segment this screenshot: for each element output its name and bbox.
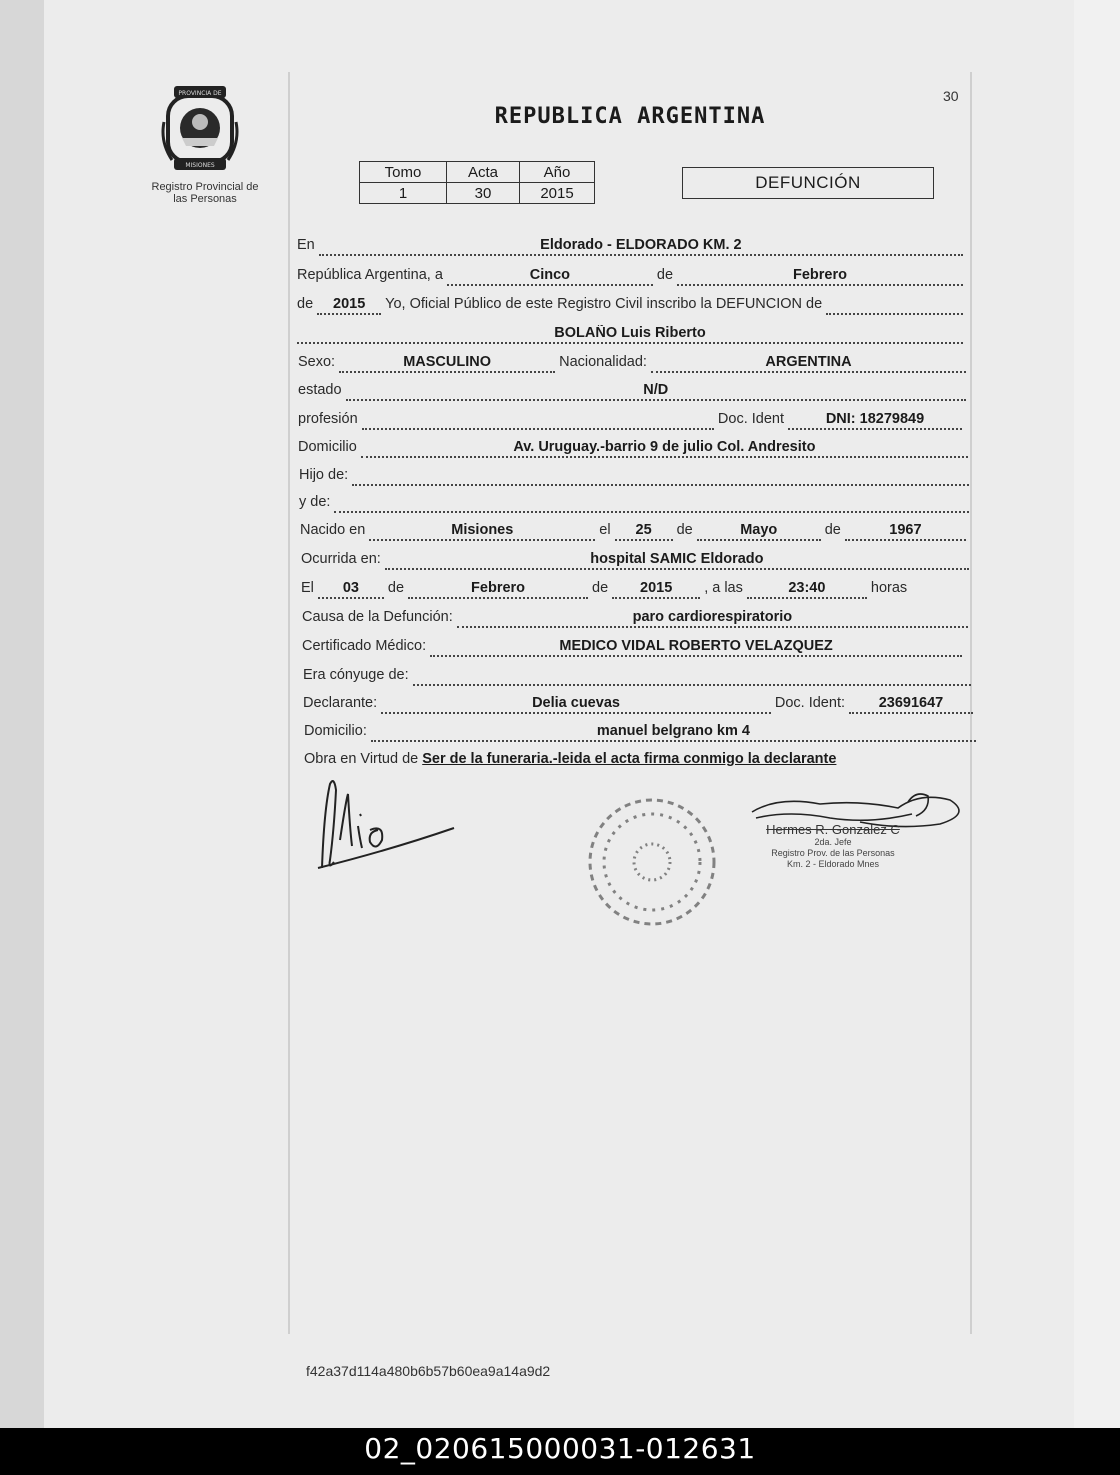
field-year: 2015 [317, 296, 381, 315]
field-deceased-name: BOLAÑO Luis Riberto [297, 325, 963, 344]
row-fecha [297, 262, 967, 286]
label-profesion: profesión [298, 411, 358, 427]
field-sex: MASCULINO [339, 354, 555, 373]
label-ocurrida-en: Ocurrida en: [301, 551, 381, 567]
field-nationality: ARGENTINA [651, 354, 966, 373]
label-a-las: , a las [704, 580, 743, 596]
inscription-text: Yo, Oficial Público de este Registro Civil inscribo la DEFUNCION de [385, 296, 823, 312]
field-birth-year: 1967 [845, 522, 966, 541]
acta-value: 30 [447, 183, 520, 204]
field-death-place: hospital SAMIC Eldorado [385, 551, 969, 570]
field-declarant-address: manuel belgrano km 4 [371, 723, 976, 742]
row-domicilio [298, 434, 972, 458]
row-nacido [300, 517, 970, 541]
label-horas: horas [870, 580, 908, 596]
field-death-time: 23:40 [747, 580, 867, 599]
svg-text:PROVINCIA DE: PROVINCIA DE [178, 90, 222, 97]
official-title: 2da. Jefe [814, 837, 852, 847]
label-el: el [599, 522, 611, 538]
next-page-edge [1074, 0, 1120, 1428]
label-certificado: Certificado Médico: [302, 638, 427, 654]
table-header-acta: Acta [447, 162, 520, 183]
label-estado: estado [298, 382, 342, 398]
field-medical-certificate: MEDICO VIDAL ROBERTO VELAZQUEZ [430, 638, 962, 657]
row-certificado [302, 633, 966, 657]
label-de: de [824, 522, 841, 538]
tomo-value: 1 [360, 183, 447, 204]
record-table [359, 161, 595, 204]
field-cause-of-death: paro cardiorespiratorio [457, 609, 968, 628]
label-de: de [592, 580, 609, 596]
official-office: Registro Prov. de las Personas [771, 848, 895, 858]
field-blank [826, 312, 963, 315]
row-causa [302, 604, 972, 628]
row-estado [298, 377, 970, 401]
label-causa: Causa de la Defunción: [302, 609, 453, 625]
official-seal [590, 800, 714, 924]
label-nacido-en: Nacido en [300, 522, 366, 538]
label-de: de [297, 296, 314, 312]
row-y-de [299, 489, 973, 513]
page-title: REPUBLICA ARGENTINA [494, 104, 766, 129]
field-mother [334, 510, 969, 513]
field-day-words: Cinco [447, 267, 653, 286]
label-declarante: Declarante: [303, 695, 378, 711]
field-address: Av. Uruguay.-barrio 9 de julio Col. Andresito [361, 439, 968, 458]
field-spouse [413, 683, 971, 686]
svg-text:MISIONES: MISIONES [185, 162, 215, 169]
label-doc-ident: Doc. Ident: [774, 695, 845, 711]
registry-label: Registro Provincial de las Personas [151, 181, 259, 205]
field-profession [362, 427, 714, 430]
misiones-crest-logo [160, 82, 240, 174]
row-conyuge [303, 662, 975, 686]
official-name: Hermes R. Gonzalez C [766, 822, 900, 837]
row-en [297, 232, 967, 256]
field-death-day: 03 [318, 580, 384, 599]
label-de: de [656, 267, 674, 283]
field-father [352, 483, 969, 486]
field-declarant-doc: 23691647 [849, 695, 973, 714]
label-de: de [676, 522, 693, 538]
field-declarant: Delia cuevas [381, 695, 771, 714]
official-stamp [748, 824, 918, 870]
label-hijo-de: Hijo de: [299, 467, 349, 483]
row-profesion [298, 406, 966, 430]
label-conyuge: Era cónyuge de: [303, 667, 409, 683]
label-republica: República Argentina, a [297, 267, 443, 283]
label-sexo: Sexo: [298, 354, 336, 370]
row-fallecimiento [301, 575, 973, 599]
record-type-box: DEFUNCIÓN [682, 167, 934, 199]
field-birth-day: 25 [615, 522, 673, 541]
declarant-signature [318, 781, 454, 868]
table-header-tomo: Tomo [360, 162, 447, 183]
official-location: Km. 2 - Eldorado Mnes [786, 859, 880, 869]
anio-value: 2015 [520, 183, 595, 204]
row-hijo-de [299, 462, 973, 486]
field-obra: Ser de la funeraria.-leida el acta firma conmigo la declarante [422, 751, 837, 767]
field-birth-month: Mayo [697, 522, 821, 541]
field-death-month: Febrero [408, 580, 588, 599]
label-en: En [297, 237, 315, 253]
label-domicilio: Domicilio: [304, 723, 367, 739]
field-month: Febrero [677, 267, 963, 286]
row-nombre [297, 320, 967, 344]
label-domicilio: Domicilio [298, 439, 357, 455]
label-nacionalidad: Nacionalidad: [559, 354, 647, 370]
signatures-area [300, 770, 980, 990]
field-death-year: 2015 [612, 580, 700, 599]
label-obra: Obra en Virtud de [304, 751, 419, 767]
table-header-anio: Año [520, 162, 595, 183]
field-birthplace: Misiones [369, 522, 595, 541]
label-doc-ident: Doc. Ident [717, 411, 784, 427]
page-number: 30 [943, 88, 959, 104]
document-hash: f42a37d114a480b6b57b60ea9a14a9d2 [306, 1363, 551, 1379]
label-de: de [387, 580, 405, 596]
label-y-de: y de: [299, 494, 331, 510]
row-sexo [298, 349, 970, 373]
row-declarante [303, 690, 977, 714]
label-el: El [301, 580, 314, 596]
row-domicilio-declarante [304, 718, 980, 742]
field-civil-status: N/D [346, 382, 966, 401]
field-doc-ident: DNI: 18279849 [788, 411, 962, 430]
row-obra [304, 746, 980, 770]
row-anio [297, 291, 967, 315]
row-ocurrida [301, 546, 973, 570]
field-place: Eldorado - ELDORADO KM. 2 [319, 237, 963, 256]
scan-code: 02_020615000031-012631 [364, 1432, 756, 1465]
